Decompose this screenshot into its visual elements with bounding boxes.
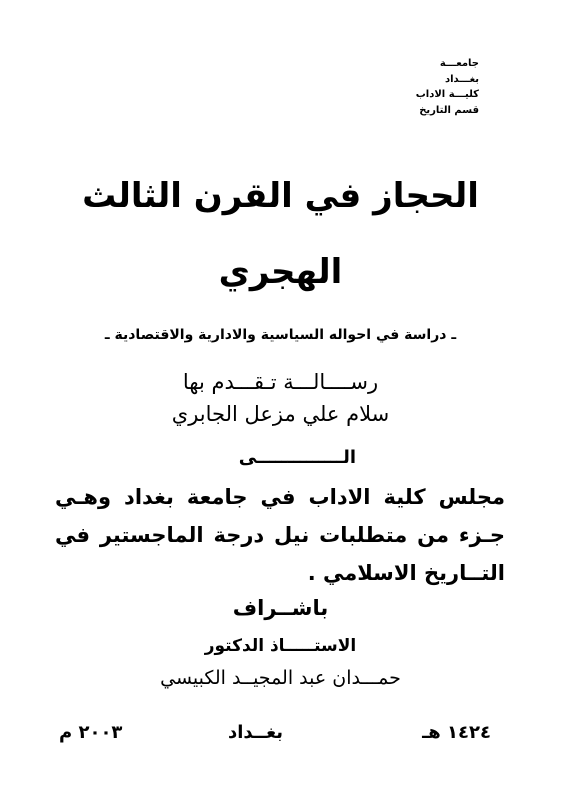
department-name: قسم التاريخ xyxy=(419,104,479,116)
professor-title: الاستـــــاذ الدكتور xyxy=(204,636,357,656)
hijri-year: ١٤٢٤ هـ xyxy=(422,722,491,743)
gregorian-year: ٢٠٠٣ م xyxy=(59,722,123,743)
supervision-label: باشــراف xyxy=(232,596,329,620)
thesis-statement: رســــالـــة تـقـــدم بها xyxy=(182,370,379,394)
addressee-label: الــــــــــــــى xyxy=(238,447,356,468)
university-line1: جامعـــة xyxy=(439,58,479,69)
thesis-title-line2: الهجري xyxy=(218,252,343,292)
thesis-subtitle: ـ دراسة في احواله السياسية والادارية والاقتصادية ـ xyxy=(104,327,457,343)
college-name: كليـــة الاداب xyxy=(415,89,479,100)
submission-paragraph: مجلس كلية الاداب في جامعة بغداد وهـي جـزء من متطلبات نيل درجة الماجستير في التــاريخ الاسلامي . xyxy=(55,485,505,585)
university-line2: بغـــداد xyxy=(445,73,479,85)
thesis-title-line1: الحجاز في القرن الثالث xyxy=(82,176,479,216)
institution-block xyxy=(416,56,479,118)
professor-name: حمـــدان عبد المجيــد الكبيسي xyxy=(160,667,401,689)
city-name: بغــداد xyxy=(228,722,284,743)
author-name: سلام علي مزعل الجابري xyxy=(171,402,390,426)
